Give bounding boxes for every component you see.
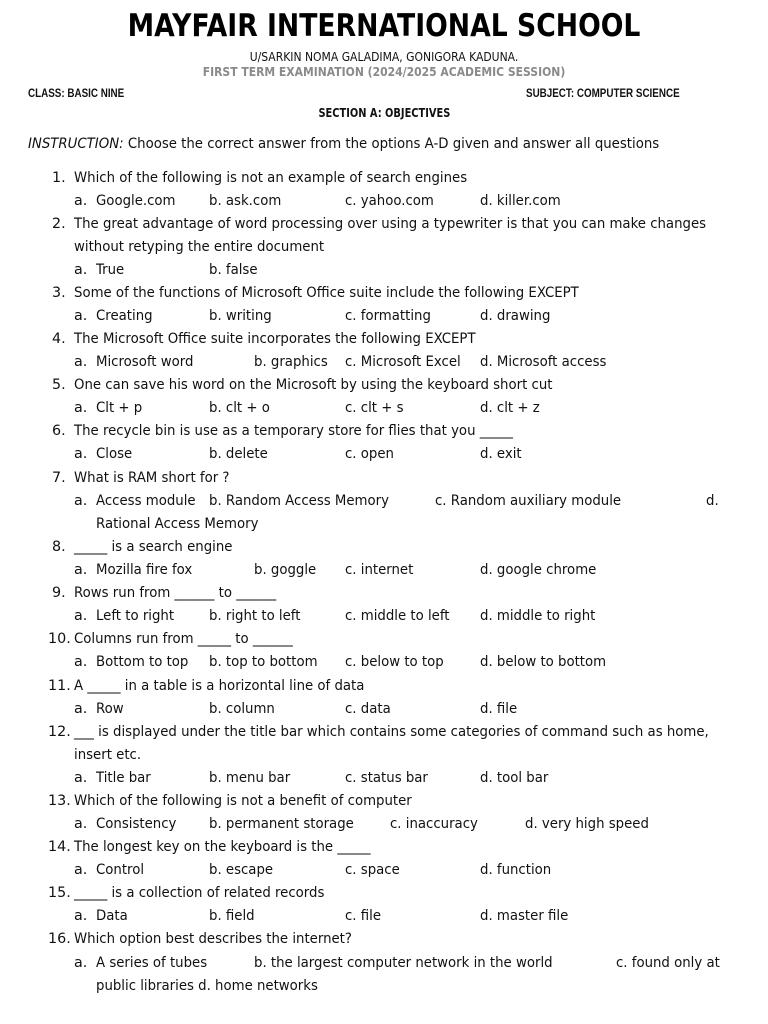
answer-option: [96, 701, 126, 717]
answer-option: [209, 193, 287, 209]
answer-option: [345, 400, 408, 416]
answer-option-text: b. escape: [209, 862, 274, 878]
question-text: [74, 885, 343, 901]
answer-option-text: c. space: [345, 862, 400, 878]
answer-option: [616, 955, 728, 971]
answer-option: [345, 862, 404, 878]
answer-option-text: Consistency: [96, 816, 177, 832]
exam-title: FIRST TERM EXAMINATION (2024/2025 ACADEMIC SESSION): [202, 65, 566, 79]
answer-option-text: b. right to left: [209, 608, 301, 624]
answer-option: [390, 816, 485, 832]
answer-option: [480, 354, 616, 370]
answer-option-text: c. middle to left: [345, 608, 450, 624]
question-number: 2.: [52, 216, 66, 232]
option-letter-a: a.: [74, 701, 88, 717]
answer-option-text: Close: [96, 446, 133, 462]
answer-option: [345, 562, 418, 578]
answer-option-text: True: [96, 262, 125, 278]
answer-option: [209, 654, 326, 670]
instruction-label: INSTRUCTION:: [28, 136, 124, 152]
answer-option: [96, 193, 182, 209]
answer-option: [254, 354, 333, 370]
option-letter-a: a.: [74, 816, 88, 832]
answer-option-text: d. file: [480, 701, 518, 717]
question-text: [74, 839, 393, 855]
answer-option-text: Data: [96, 908, 128, 924]
answer-option: [480, 701, 520, 717]
answer-option: [96, 770, 155, 786]
answer-option-text: A series of tubes: [96, 955, 208, 971]
answer-option-text: c. status bar: [345, 770, 428, 786]
question-text-content: What is RAM short for ?: [74, 470, 230, 486]
answer-option-text: b. top to bottom: [209, 654, 318, 670]
answer-option-text: b. goggle: [254, 562, 317, 578]
answer-option-text: b. Random Access Memory: [209, 493, 389, 509]
question-text-content: A _____ in a table is a horizontal line of data: [74, 678, 365, 694]
option-letter-a: a.: [74, 308, 88, 324]
section-heading: [0, 106, 768, 120]
answer-option-text: c. inaccuracy: [390, 816, 478, 832]
answer-option-text: Rational Access Memory: [96, 516, 259, 532]
answer-option-text: Title bar: [96, 770, 151, 786]
answer-option: [209, 493, 403, 509]
answer-option-text: b. ask.com: [209, 193, 282, 209]
answer-option: [525, 816, 658, 832]
answer-option: [96, 262, 126, 278]
answer-option-text: Mozilla fire fox: [96, 562, 193, 578]
question-text-content: _____ is a collection of related records: [74, 885, 325, 901]
question-text-content: ___ is displayed under the title bar which contains some categories of command such as home,: [74, 724, 709, 740]
answer-option: [96, 608, 180, 624]
question-number: 8.: [52, 539, 66, 555]
answer-option: [480, 908, 575, 924]
question-number: 9.: [52, 585, 66, 601]
answer-option: [480, 308, 556, 324]
school-name: MAYFAIR INTERNATIONAL SCHOOL: [127, 8, 641, 44]
answer-option: [209, 400, 274, 416]
section-heading-text: SECTION A: OBJECTIVES: [318, 106, 450, 120]
question-number: 1.: [52, 170, 66, 186]
answer-option: [96, 354, 201, 370]
answer-option: [345, 770, 434, 786]
answer-option: [96, 955, 216, 971]
option-letter-a: a.: [74, 354, 88, 370]
question-number: 14.: [48, 839, 71, 855]
answer-option: [480, 400, 544, 416]
option-letter-a: a.: [74, 770, 88, 786]
question-text-content: _____ is a search engine: [74, 539, 233, 555]
question-text: [74, 239, 343, 255]
question-number: 5.: [52, 377, 66, 393]
question-text-content: Which of the following is not an example of search engines: [74, 170, 468, 186]
answer-option: [209, 816, 365, 832]
school-address: U/SARKIN NOMA GALADIMA, GONIGORA KADUNA.: [249, 50, 519, 64]
question-number: 10.: [48, 631, 71, 647]
question-text-content: Which option best describes the internet?: [74, 931, 352, 947]
option-letter-a: a.: [74, 608, 88, 624]
answer-option: [480, 446, 525, 462]
option-letter-a: a.: [74, 862, 88, 878]
answer-option: [345, 193, 441, 209]
question-text: [74, 585, 291, 601]
option-letter-a: a.: [74, 908, 88, 924]
answer-option-text: Row: [96, 701, 124, 717]
answer-option-text: c. data: [345, 701, 391, 717]
answer-option-text: c. below to top: [345, 654, 444, 670]
answer-option-text: d. exit: [480, 446, 522, 462]
answer-option-text: public libraries d. home networks: [96, 978, 318, 994]
answer-option-text: Microsoft word: [96, 354, 194, 370]
answer-option: [345, 446, 398, 462]
answer-option: [96, 308, 157, 324]
question-text: [74, 331, 506, 347]
question-text-content: Some of the functions of Microsoft Office suite include the following EXCEPT: [74, 285, 579, 301]
answer-option-text: c. formatting: [345, 308, 431, 324]
answer-option-text: Control: [96, 862, 145, 878]
answer-option: [706, 493, 720, 509]
answer-option: [345, 701, 394, 717]
answer-option: [345, 608, 457, 624]
answer-option-text: c. Microsoft Excel: [345, 354, 461, 370]
question-text: [74, 539, 244, 555]
answer-option: [209, 908, 258, 924]
question-text: [74, 931, 373, 947]
answer-option-text: d. middle to right: [480, 608, 596, 624]
subject-label: SUBJECT: COMPUTER SCIENCE: [526, 86, 680, 100]
option-letter-a: a.: [74, 400, 88, 416]
answer-option-text: d. google chrome: [480, 562, 597, 578]
answer-option-text: d. killer.com: [480, 193, 561, 209]
question-text-content: Which of the following is not a benefit of computer: [74, 793, 412, 809]
answer-option-text: d.: [706, 493, 719, 509]
answer-option-text: b. the largest computer network in the world: [254, 955, 553, 971]
answer-option-text: c. found only at: [616, 955, 720, 971]
answer-option-text: d. function: [480, 862, 552, 878]
answer-option: [209, 446, 272, 462]
answer-option-text: b. column: [209, 701, 275, 717]
question-text: [74, 285, 617, 301]
answer-option: [345, 654, 451, 670]
answer-option-text: b. menu bar: [209, 770, 291, 786]
answer-option: [96, 516, 271, 532]
answer-option-text: Left to right: [96, 608, 175, 624]
answer-option: [96, 400, 146, 416]
answer-option: [480, 608, 604, 624]
question-text-content: The Microsoft Office suite incorporates the following EXCEPT: [74, 331, 476, 347]
question-text: [74, 678, 386, 694]
answer-option: [480, 770, 554, 786]
answer-option-text: c. file: [345, 908, 382, 924]
answer-option: [254, 955, 575, 971]
question-text-content: The recycle bin is use as a temporary store for flies that you _____: [74, 423, 513, 439]
question-number: 11.: [48, 678, 71, 694]
answer-option: [435, 493, 635, 509]
answer-option-text: c. yahoo.com: [345, 193, 434, 209]
question-number: 12.: [48, 724, 71, 740]
answer-option: [96, 978, 335, 994]
answer-option-text: Bottom to top: [96, 654, 189, 670]
answer-option-text: d. below to bottom: [480, 654, 607, 670]
option-letter-a: a.: [74, 955, 88, 971]
answer-option-text: d. master file: [480, 908, 569, 924]
instruction: [28, 136, 707, 152]
question-text-content: insert etc.: [74, 747, 142, 763]
answer-option: [480, 562, 605, 578]
question-text-content: One can save his word on the Microsoft by using the keyboard short cut: [74, 377, 553, 393]
option-letter-a: a.: [74, 193, 88, 209]
answer-option: [480, 862, 557, 878]
answer-option-text: b. writing: [209, 308, 272, 324]
instruction-text: Choose the correct answer from the options A-D given and answer all questions: [123, 136, 660, 152]
question-number: 15.: [48, 885, 71, 901]
answer-option-text: d. Microsoft access: [480, 354, 607, 370]
option-letter-a: a.: [74, 562, 88, 578]
answer-option: [209, 262, 261, 278]
answer-option-text: c. internet: [345, 562, 414, 578]
answer-option: [345, 908, 384, 924]
answer-option-text: c. open: [345, 446, 394, 462]
answer-option: [96, 816, 182, 832]
question-text: [74, 631, 309, 647]
question-text: [74, 216, 754, 232]
answer-option: [480, 193, 567, 209]
answer-option-text: d. drawing: [480, 308, 551, 324]
question-number: 4.: [52, 331, 66, 347]
question-number: 6.: [52, 423, 66, 439]
option-letter-a: a.: [74, 262, 88, 278]
option-letter-a: a.: [74, 446, 88, 462]
answer-option-text: b. delete: [209, 446, 268, 462]
answer-option: [254, 562, 321, 578]
class-label: CLASS: BASIC NINE: [28, 86, 125, 100]
answer-option-text: b. permanent storage: [209, 816, 354, 832]
answer-option-text: Creating: [96, 308, 153, 324]
answer-option-text: d. tool bar: [480, 770, 549, 786]
answer-option-text: b. clt + o: [209, 400, 270, 416]
answer-option-text: d. very high speed: [525, 816, 649, 832]
answer-option-text: c. Random auxiliary module: [435, 493, 622, 509]
option-letter-a: a.: [74, 493, 88, 509]
answer-option: [96, 654, 195, 670]
question-text-content: The great advantage of word processing over using a typewriter is that you can make changes: [74, 216, 707, 232]
answer-option: [209, 862, 278, 878]
answer-option: [209, 308, 276, 324]
answer-option-text: Clt + p: [96, 400, 143, 416]
answer-option: [96, 493, 203, 509]
question-text: [74, 470, 241, 486]
answer-option: [209, 608, 307, 624]
answer-option-text: c. clt + s: [345, 400, 404, 416]
answer-option: [209, 770, 296, 786]
question-number: 13.: [48, 793, 71, 809]
answer-option: [96, 862, 148, 878]
question-text-content: Rows run from ______ to ______: [74, 585, 277, 601]
question-text: [74, 724, 757, 740]
answer-option: [480, 654, 616, 670]
answer-option: [209, 701, 280, 717]
question-number: 7.: [52, 470, 66, 486]
answer-option: [96, 908, 130, 924]
question-text-content: Columns run from _____ to ______: [74, 631, 293, 647]
question-text: [74, 170, 497, 186]
question-number: 3.: [52, 285, 66, 301]
question-text: [74, 377, 589, 393]
answer-option-text: b. field: [209, 908, 255, 924]
question-text: [74, 747, 146, 763]
question-text-content: without retyping the entire document: [74, 239, 325, 255]
answer-option-text: b. false: [209, 262, 258, 278]
question-text: [74, 793, 437, 809]
answer-option-text: Google.com: [96, 193, 176, 209]
answer-option-text: Access module: [96, 493, 196, 509]
answer-option: [96, 446, 135, 462]
question-text-content: The longest key on the keyboard is the _____: [74, 839, 371, 855]
question-text: [74, 423, 546, 439]
answer-option: [345, 354, 469, 370]
option-letter-a: a.: [74, 654, 88, 670]
answer-option: [345, 308, 437, 324]
answer-option-text: d. clt + z: [480, 400, 540, 416]
question-number: 16.: [48, 931, 71, 947]
answer-option: [96, 562, 200, 578]
answer-option-text: b. graphics: [254, 354, 328, 370]
